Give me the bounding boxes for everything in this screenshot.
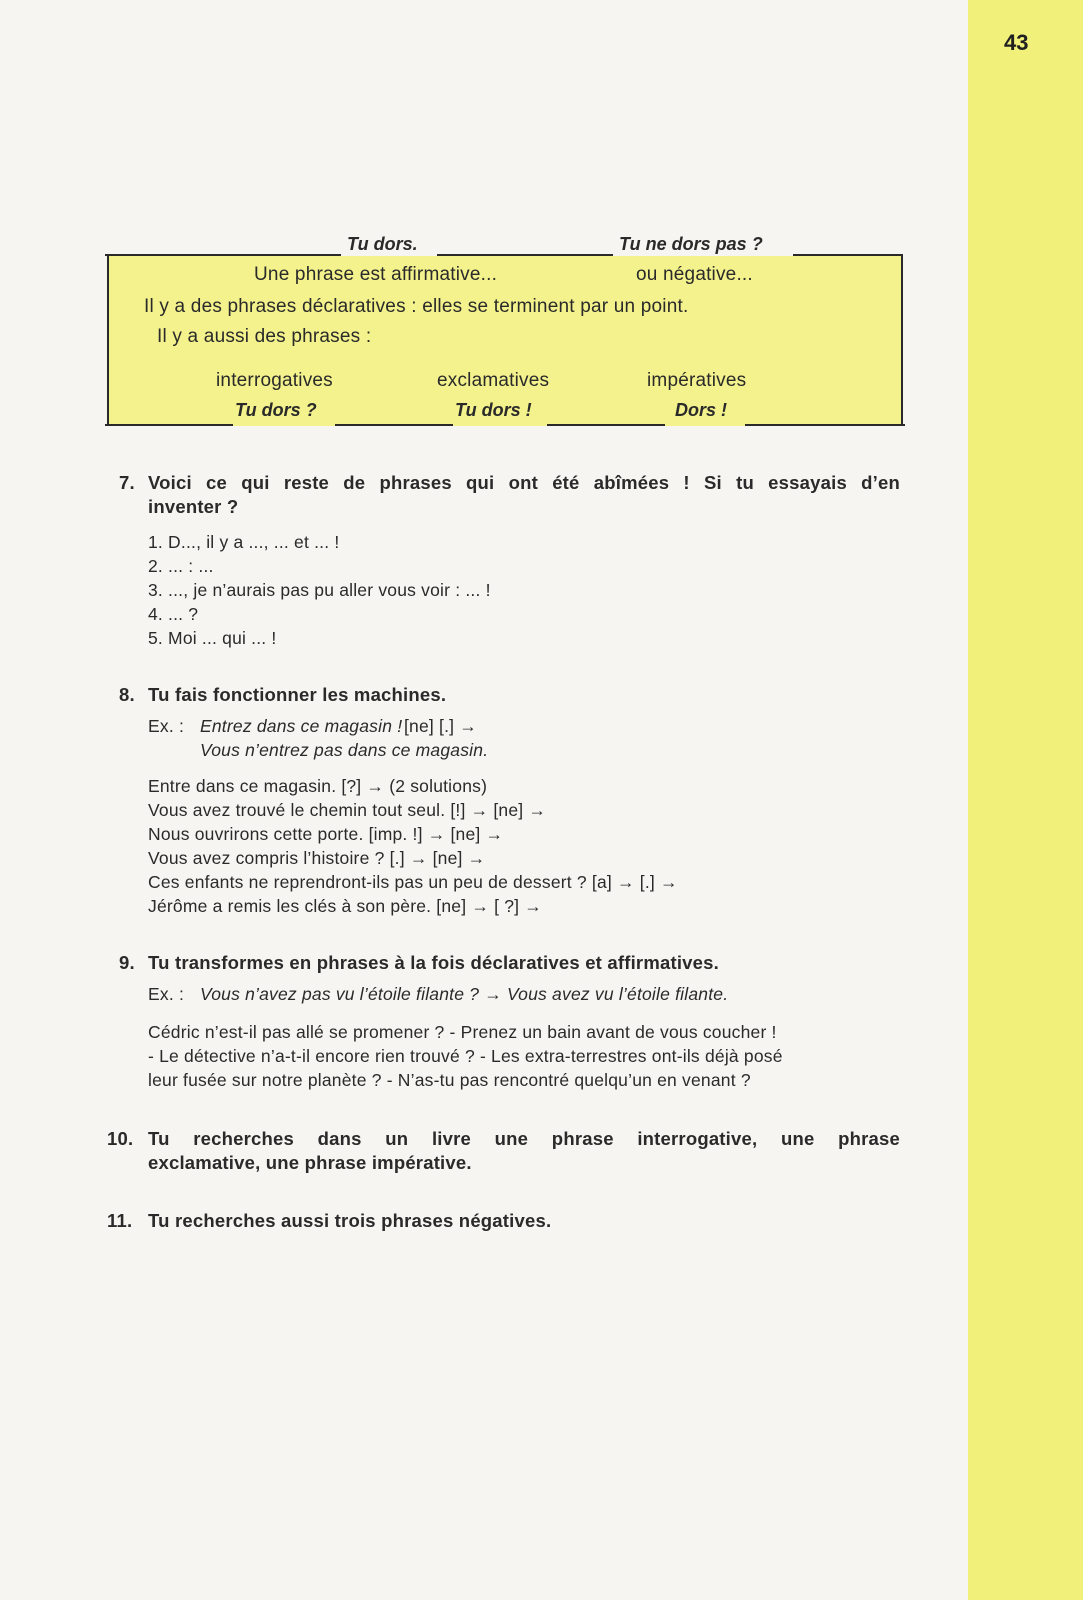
exercise-9-number: 9. <box>119 952 135 973</box>
exercise-11-number: 11. <box>107 1210 133 1231</box>
rule-bottom-line <box>745 424 905 426</box>
text-declaratives: Il y a des phrases déclaratives : elles se terminent par un point. <box>144 296 689 317</box>
grammar-rule-box <box>107 234 903 426</box>
exercise-7-item: 2. ... : ... <box>148 556 214 576</box>
exercise-7-number: 7. <box>119 472 135 493</box>
label-tu-dors-exclamation: Tu dors ! <box>455 400 532 420</box>
exercise-8-item: Entre dans ce magasin. [?] → (2 solutions) <box>148 776 488 796</box>
type-exclamatives: exclamatives <box>437 370 550 391</box>
exercise-9-line: Cédric n’est-il pas allé se promener ? - Prenez un bain avant de vous coucher ! <box>148 1022 777 1042</box>
exercise-10-number: 10. <box>107 1128 134 1149</box>
label-tu-dors-question: Tu dors ? <box>235 400 317 420</box>
exercise-8-item: Vous avez trouvé le chemin tout seul. [!] → [ne] → <box>148 800 547 820</box>
label-tu-dors: Tu dors. <box>347 234 418 254</box>
exercise-8-item: Ces enfants ne reprendront-ils pas un peu de dessert ? [a] → [.] → <box>148 872 678 892</box>
rule-bottom-line <box>335 424 453 426</box>
exercise-8-number: 8. <box>119 684 135 705</box>
text-aussi: Il y a aussi des phrases : <box>157 326 372 347</box>
exercise-8-item: Nous ouvrirons cette porte. [imp. !] → [ne] → <box>148 824 504 844</box>
exercise-8-example-prefix: Ex. : <box>148 716 185 736</box>
rule-bottom-line <box>105 424 233 426</box>
type-interrogatives: interrogatives <box>216 370 333 391</box>
exercise-8-example-code: [ne] [.] → <box>404 716 477 736</box>
exercise-7-item: 3. ..., je n’aurais pas pu aller vous voir : ... ! <box>148 580 491 600</box>
type-imperatives: impératives <box>647 370 747 391</box>
exercise-7-title-line-1: Voici ce qui reste de phrases qui ont été abîmées ! Si tu essayais d’en <box>148 472 900 493</box>
exercise-9-example-prefix: Ex. : <box>148 984 185 1004</box>
exercise-7-title-line-2: inventer ? <box>148 496 239 517</box>
yellow-margin-band <box>968 0 1083 1600</box>
page-number: 43 <box>1004 30 1029 55</box>
exercise-7-item: 5. Moi ... qui ... ! <box>148 628 277 648</box>
rule-top-line <box>105 254 341 256</box>
exercise-9-line: leur fusée sur notre planète ? - N’as-tu pas rencontré quelqu’un en venant ? <box>148 1070 751 1090</box>
exercise-8-item: Vous avez compris l’histoire ? [.] → [ne] → <box>148 848 486 868</box>
exercise-9-title: Tu transformes en phrases à la fois déclaratives et affirmatives. <box>148 952 719 973</box>
exercise-8-example-answer: Vous n’entrez pas dans ce magasin. <box>200 740 489 760</box>
exercise-9-line: - Le détective n’a-t-il encore rien trouvé ? - Les extra-terrestres ont-ils déjà posé <box>148 1046 783 1066</box>
text-negative: ou négative... <box>636 264 753 285</box>
exercise-8-title: Tu fais fonctionner les machines. <box>148 684 447 705</box>
label-dors: Dors ! <box>675 400 728 420</box>
rule-top-line <box>437 254 613 256</box>
exercise-8-example-sentence: Entrez dans ce magasin ! <box>200 716 403 736</box>
rule-bottom-line <box>547 424 665 426</box>
exercise-7-item: 1. D..., il y a ..., ... et ... ! <box>148 532 340 552</box>
exercise-10-title-line-1: Tu recherches dans un livre une phrase interrogative, une phrase <box>148 1128 900 1149</box>
exercise-11-title: Tu recherches aussi trois phrases négatives. <box>148 1210 552 1231</box>
rule-top-line <box>793 254 903 256</box>
label-tu-ne-dors-pas: Tu ne dors pas ? <box>619 234 763 254</box>
exercise-8-item: Jérôme a remis les clés à son père. [ne] → [ ?] → <box>148 896 542 916</box>
exercise-7-item: 4. ... ? <box>148 604 199 624</box>
exercise-9-example: Vous n’avez pas vu l’étoile filante ? → Vous avez vu l’étoile filante. <box>200 984 729 1004</box>
text-affirmative: Une phrase est affirmative... <box>254 264 498 285</box>
exercise-10-title-line-2: exclamative, une phrase impérative. <box>148 1152 472 1173</box>
